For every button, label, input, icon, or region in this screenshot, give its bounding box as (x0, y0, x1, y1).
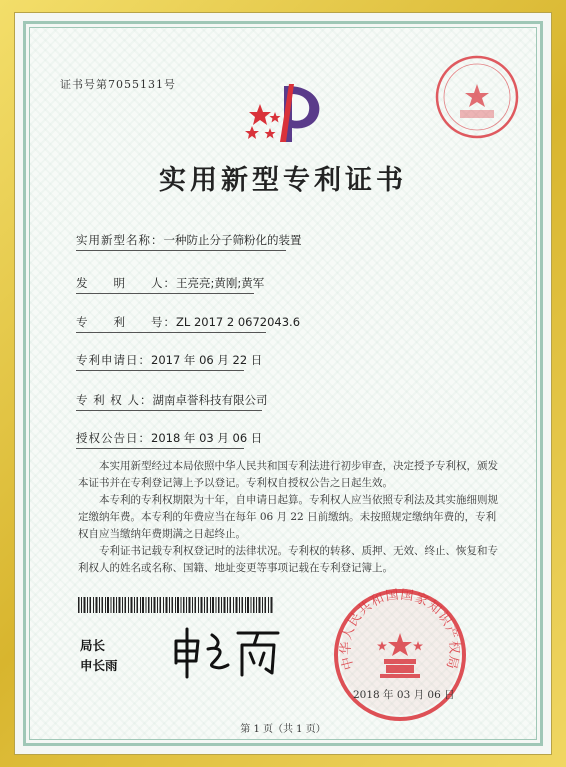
underline (76, 370, 244, 371)
inventor-value: 王亮亮;黄刚;黄军 (176, 276, 265, 290)
underline (76, 332, 266, 333)
handwritten-signature-icon (168, 625, 286, 681)
official-seal-icon (330, 585, 470, 725)
underline (76, 410, 262, 411)
underline (76, 293, 254, 294)
inventor-row (76, 275, 264, 291)
patentee-value: 湖南卓誉科技有限公司 (152, 393, 268, 407)
seal-text: 中华人民共和国国家知识产权局 (338, 587, 462, 672)
application-date-label: 专利申请日： (76, 353, 151, 367)
underline (76, 250, 286, 251)
seal-date: 2018 年 03 月 06 日 (353, 689, 455, 701)
grant-date-value: 2018 年 03 月 06 日 (151, 431, 263, 445)
patent-no-value: ZL 2017 2 0672043.6 (176, 315, 301, 329)
body-paragraph: 专利证书记载专利权登记时的法律状况。专利权的转移、质押、无效、终止、恢复和专利权人的姓名或名称、国籍、地址变更等事项记载在专利登记簿上。 (78, 545, 498, 574)
certificate-body (78, 458, 498, 577)
barcode-icon (78, 597, 274, 613)
patent-office-logo-icon (240, 82, 330, 144)
inventor-label: 发 明 人： (76, 276, 176, 290)
certificate-title: 实用新型专利证书 (159, 165, 407, 196)
utility-model-name-row (76, 232, 302, 248)
director-title: 局长 (80, 638, 106, 653)
utility-model-name-label: 实用新型名称： (76, 233, 164, 247)
application-date-row (76, 352, 262, 368)
company-stamp-icon (432, 52, 522, 142)
patent-no-label: 专 利 号： (76, 315, 176, 329)
grant-date-label: 授权公告日： (76, 431, 151, 445)
page-number: 第 1 页（共 1 页） (240, 724, 326, 735)
patentee-label: 专 利 权 人： (76, 393, 153, 407)
certificate-number: 证书号第7055131号 (60, 78, 176, 91)
underline (76, 448, 244, 449)
director-name: 申长雨 (80, 658, 118, 673)
utility-model-name-value: 一种防止分子筛粉化的装置 (163, 233, 302, 247)
body-paragraph: 本专利的专利权期限为十年，自申请日起算。专利权人应当依照专利法及其实施细则规定缴纳年费。本专利的年费应当在每年 06 月 22 日前缴纳。未按照规定缴纳年费的，专利权自应当缴纳年费期满之日起终止。 (78, 494, 498, 540)
grant-date-row (76, 430, 262, 446)
patent-no-row (76, 314, 300, 330)
application-date-value: 2017 年 06 月 22 日 (151, 353, 263, 367)
patentee-row (76, 392, 267, 408)
body-paragraph: 本实用新型经过本局依照中华人民共和国专利法进行初步审查，决定授予专利权，颁发本证书并在专利登记簿上予以登记。专利权自授权公告之日起生效。 (78, 460, 498, 489)
